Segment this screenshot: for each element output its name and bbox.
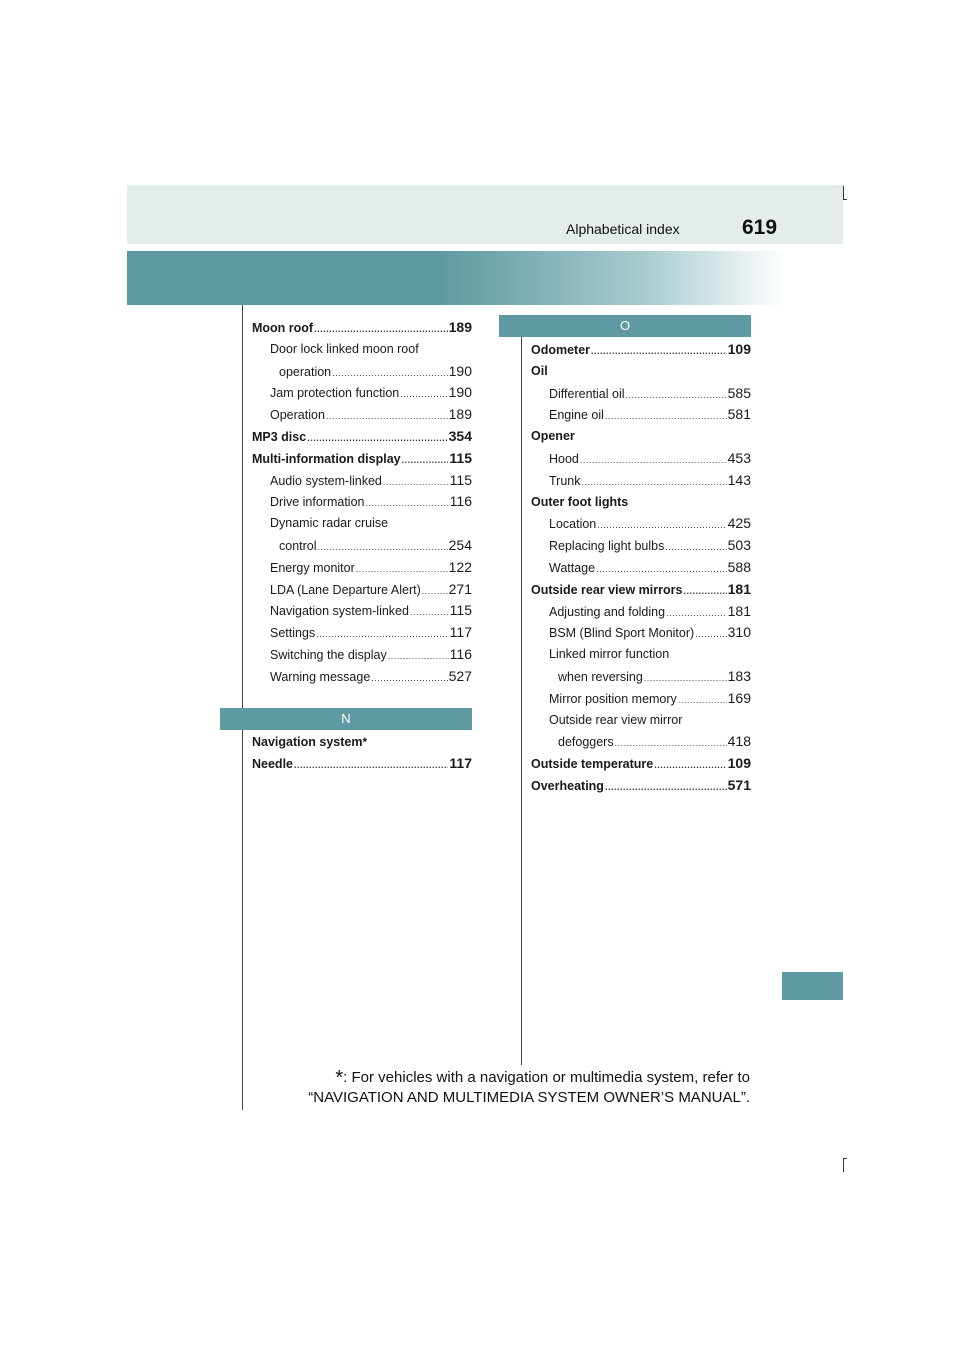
dot-leader [582,472,727,494]
index-entry-label: Operation [270,408,325,423]
index-entry[interactable] [499,557,751,579]
index-entry-label: Outer foot lights [531,494,629,509]
index-entry-page: 190 [448,362,472,379]
footnote-marker: * [335,1067,344,1089]
header-band [127,251,843,305]
footnote-text-1: : For vehicles with a navigation or multimedia system, refer to [343,1069,750,1086]
index-entry-page: 310 [727,624,751,641]
index-entry-page: 189 [448,406,472,423]
index-entry[interactable] [220,426,472,448]
index-entry-label: Moon roof [252,321,314,335]
dot-leader [644,668,727,690]
dot-leader [307,428,447,450]
index-entry-label: Energy monitor [270,560,355,575]
index-entry[interactable] [220,600,472,622]
index-entry-label: Outside rear view mirror [549,712,683,727]
dot-leader [605,777,727,799]
index-entry[interactable] [220,448,472,470]
section-gap [220,688,472,708]
index-side-tab [782,972,843,1000]
dot-leader [356,559,448,581]
crop-tick-bottom [843,1158,847,1159]
index-entry[interactable] [220,361,472,383]
crop-mark-bottom [843,1158,844,1172]
index-entry-label: Drive information [270,495,365,510]
index-entry[interactable] [499,579,751,601]
index-entry-page: 181 [727,580,751,597]
index-entry-label: Mirror position memory [549,691,677,706]
header-bar [127,185,843,244]
index-entry[interactable] [220,753,472,775]
index-entry[interactable] [220,404,472,426]
dot-leader [316,624,449,646]
index-entry-label: Door lock linked moon roof [270,341,419,356]
index-entry[interactable] [499,775,751,797]
index-entry-page: 181 [727,602,751,619]
index-entry-label: Engine oil [549,408,604,423]
index-entry[interactable] [220,622,472,644]
index-entry-label: defoggers [558,735,614,750]
index-entry[interactable] [220,666,472,688]
dot-leader [383,472,449,494]
dot-leader [626,385,727,407]
index-entry-label: Switching the display [270,647,387,662]
index-entry-label: BSM (Blind Sport Monitor) [549,626,695,641]
dot-leader [665,537,726,559]
crop-tick-top [843,199,847,200]
index-entry-page: 527 [448,667,472,684]
index-entry-page: 115 [449,449,472,466]
index-entry-page: 453 [727,449,751,466]
index-entry-page: 571 [727,776,751,793]
left-index-column [220,317,472,775]
index-entry[interactable]: Navigation system * [220,732,472,754]
footnote [308,1068,750,1108]
index-entry[interactable] [499,688,751,710]
index-entry[interactable] [499,470,751,492]
index-entry-label: Dynamic radar cruise [270,516,389,531]
index-entry[interactable] [499,339,751,361]
index-entry-page: 117 [449,755,472,772]
index-entry-page: 585 [727,384,751,401]
index-entry-label: Odometer [531,343,591,357]
index-entry-label: Differential oil [549,386,625,401]
index-entry[interactable] [499,622,751,644]
index-entry[interactable] [499,513,751,535]
index-entry-page: 418 [727,733,751,750]
dot-leader [605,406,727,428]
index-entry[interactable] [220,579,472,601]
dot-leader [294,755,448,777]
index-entry[interactable] [220,513,472,535]
index-entry[interactable] [220,470,472,492]
dot-leader [597,515,726,537]
index-entry-label: Outside temperature [531,757,654,772]
dot-leader [666,603,727,625]
index-entry-label: Needle [252,757,293,772]
index-entry[interactable] [499,644,751,666]
index-entry-page: 189 [448,319,472,335]
index-entry[interactable] [499,535,751,557]
index-entry-page: 503 [727,537,751,554]
index-entry-label: operation [279,364,332,379]
index-entry[interactable] [499,731,751,753]
index-entry-page: 271 [448,580,472,597]
dot-leader [683,581,726,603]
section-header-o: O [499,315,751,337]
index-entry-page: 354 [448,427,472,444]
index-entry-page: 190 [448,384,472,401]
dot-leader [654,755,726,777]
index-entry-page: 588 [727,558,751,575]
index-entry[interactable] [220,317,472,339]
index-entry-page: 143 [727,471,751,488]
index-entry-label: Trunk [549,473,581,488]
index-entry-label: Oil [531,363,548,378]
index-entry-page: 116 [449,493,472,510]
index-entry[interactable] [499,361,751,383]
index-entry[interactable] [499,492,751,514]
dot-leader [410,602,449,624]
index-entry-label: Hood [549,451,579,466]
index-entry-label: Navigation system-linked [270,604,409,619]
dot-leader [678,690,727,712]
index-entry-label: Jam protection function [270,386,400,401]
index-entry-label: Wattage [549,560,596,575]
index-entry-label: Navigation system [252,734,363,749]
dot-leader [580,450,727,472]
index-entry[interactable] [499,666,751,688]
index-entry[interactable] [220,339,472,361]
dot-leader [400,384,447,406]
index-entry-label: Settings [270,626,316,641]
index-entry[interactable] [220,491,472,513]
index-entry[interactable] [499,753,751,775]
page-title: Alphabetical index [566,221,680,237]
footnote-line-1 [308,1068,750,1088]
index-entry-label: Opener [531,429,575,444]
dot-leader [326,406,448,428]
index-entry-page: 581 [727,406,751,423]
index-entry-label: when reversing [558,669,643,684]
index-entry-label: control [279,538,317,553]
dot-leader [596,559,727,581]
dot-leader [371,668,447,690]
section-header-n: N [220,708,472,730]
index-entry[interactable] [499,426,751,448]
index-entry-label: Location [549,517,597,532]
index-entry[interactable] [499,383,751,405]
index-entry-label: Outside rear view mirrors [531,582,683,597]
index-entry-label: Warning message [270,669,371,684]
index-entry[interactable] [499,448,751,470]
index-entry-label: Linked mirror function [549,647,670,662]
index-entry[interactable] [220,557,472,579]
index-entry-page: 122 [448,558,472,575]
index-entry[interactable] [220,644,472,666]
dot-leader [422,581,448,603]
index-entry-page: 109 [727,755,751,772]
dot-leader [615,733,727,755]
index-entry-page: 115 [449,471,472,488]
index-entry-label: LDA (Lane Departure Alert) [270,582,421,597]
index-entry-page: 116 [449,645,472,662]
index-entry-page: 254 [448,536,472,553]
index-entry[interactable] [220,535,472,557]
dot-leader [695,624,726,646]
index-entry-page: 183 [727,667,751,684]
index-entry[interactable] [499,404,751,426]
index-entry-page: 169 [727,689,751,706]
dot-leader [318,537,448,559]
dot-leader [365,493,448,515]
index-entry-page: 425 [727,515,751,532]
footnote-text-2: “NAVIGATION AND MULTIMEDIA SYSTEM OWNER’S MANUAL”. [308,1089,750,1106]
dot-leader [591,341,727,363]
index-entry-page: 109 [727,341,751,357]
index-entry[interactable] [499,601,751,623]
index-entry-label: Overheating [531,778,604,793]
index-entry-page: 117 [449,624,472,641]
page-number: 619 [742,216,778,239]
index-entry-label: MP3 disc [252,429,307,444]
right-index-column [499,315,751,797]
index-entry-label: Multi-information display [252,451,401,466]
dot-leader [388,646,449,668]
index-entry-label: Replacing light bulbs [549,539,665,554]
dot-leader [402,450,449,472]
index-entry[interactable] [220,382,472,404]
index-entry-label: Audio system-linked [270,473,382,488]
dot-leader [332,363,448,385]
crop-mark-top [843,186,844,200]
dot-leader [314,319,448,341]
index-entry-label: Adjusting and folding [549,604,666,619]
index-entry-page: 115 [449,602,472,619]
index-entry[interactable] [499,710,751,732]
